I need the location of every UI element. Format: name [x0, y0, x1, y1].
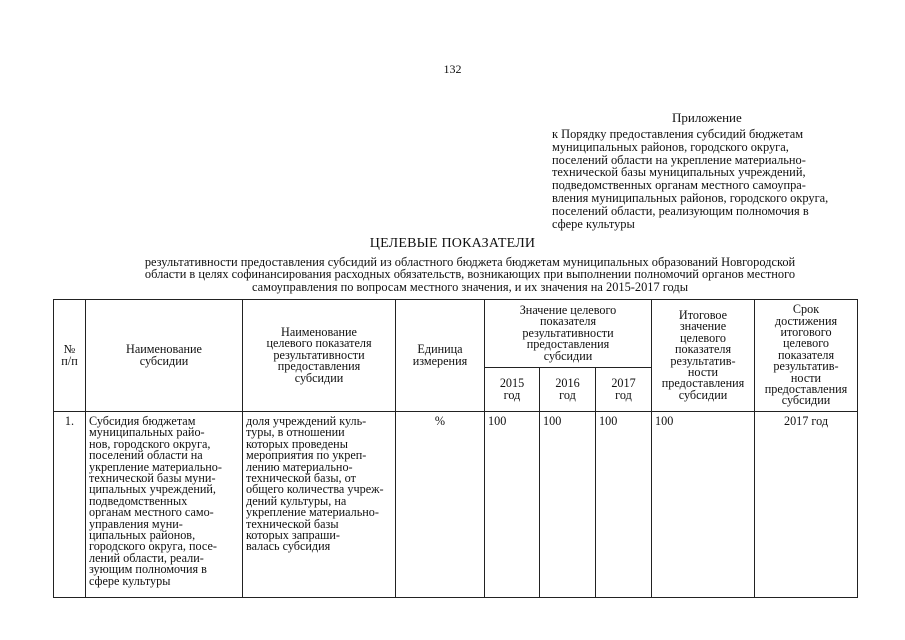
- header-target-value: Значение целевого показателя результативности предоставления субсидии: [485, 300, 652, 368]
- row-subsidy-name: Субсидия бюджетам муниципальных райо- нов, городского округа, поселений области на укрепление материально- технической базы муни- ципальных учреждений, подведомственных органам местного само- управления муни- ципальных районов, городского округа, посе- лений области, реали- зующим полномочия в сфере культуры: [86, 412, 243, 598]
- header-year-2016: 2016 год: [540, 368, 596, 412]
- row-indicator-name: доля учреждений куль- туры, в отношении которых проведены мероприятия по укреп- лению материально- технической базы, от общего количества учреж- дений культуры, на укрепление материально- технической базы которых запраши- валась субсидия: [243, 412, 396, 598]
- subtitle-line: области в целях софинансирования расходных обязательств, возникающих при выполнении полномочий органов местного: [144, 267, 796, 282]
- appendix-line: вления муниципальных районов, городского округа,: [552, 190, 829, 205]
- header-subsidy-name: Наименование субсидии: [86, 300, 243, 412]
- header-total-value: Итоговое значение целевого показателя результатив- ности предоставления субсидии: [652, 300, 755, 412]
- appendix-line: сфере культуры: [552, 216, 635, 231]
- header-num: № п/п: [54, 300, 86, 412]
- header-indicator-name: Наименование целевого показателя результативности предоставления субсидии: [243, 300, 396, 412]
- appendix-title: Приложение: [672, 110, 742, 125]
- row-num: 1.: [54, 412, 86, 598]
- row-deadline: 2017 год: [755, 412, 858, 598]
- row-total-value: 100: [652, 412, 755, 598]
- row-unit: %: [396, 412, 485, 598]
- appendix-line: к Порядку предоставления субсидий бюджетам: [552, 127, 804, 141]
- appendix-line: технической базы муниципальных учреждений,: [552, 165, 806, 180]
- indicators-table: [53, 299, 858, 598]
- appendix-line: поселений области, реализующим полномочия в: [552, 203, 809, 218]
- appendix-text: [552, 128, 872, 230]
- table-row: [54, 412, 858, 598]
- document-title: ЦЕЛЕВЫЕ ПОКАЗАТЕЛИ: [369, 236, 536, 251]
- header-unit: Единица измерения: [396, 300, 485, 412]
- row-value-2016: 100: [540, 412, 596, 598]
- row-value-2015: 100: [485, 412, 540, 598]
- subtitle-line: результативности предоставления субсидий из областного бюджета бюджетам муниципальных образований Новгородской: [144, 255, 796, 269]
- appendix-line: подведомственных органам местного самоупра-: [552, 178, 806, 193]
- appendix-line: муниципальных районов, городского округа,: [552, 139, 789, 154]
- header-deadline: Срок достижения итогового целевого показателя результатив- ности предоставления субсидии: [755, 300, 858, 412]
- page-number: 132: [443, 62, 462, 76]
- subtitle-line: самоуправления по вопросам местного значения, и их значения на 2015-2017 годы: [251, 279, 689, 294]
- row-value-2017: 100: [596, 412, 652, 598]
- header-row: [54, 300, 858, 368]
- header-year-2015: 2015 год: [485, 368, 540, 412]
- document-subtitle: [70, 256, 870, 293]
- header-year-2017: 2017 год: [596, 368, 652, 412]
- appendix-line: поселений области на укрепление материально-: [552, 152, 806, 167]
